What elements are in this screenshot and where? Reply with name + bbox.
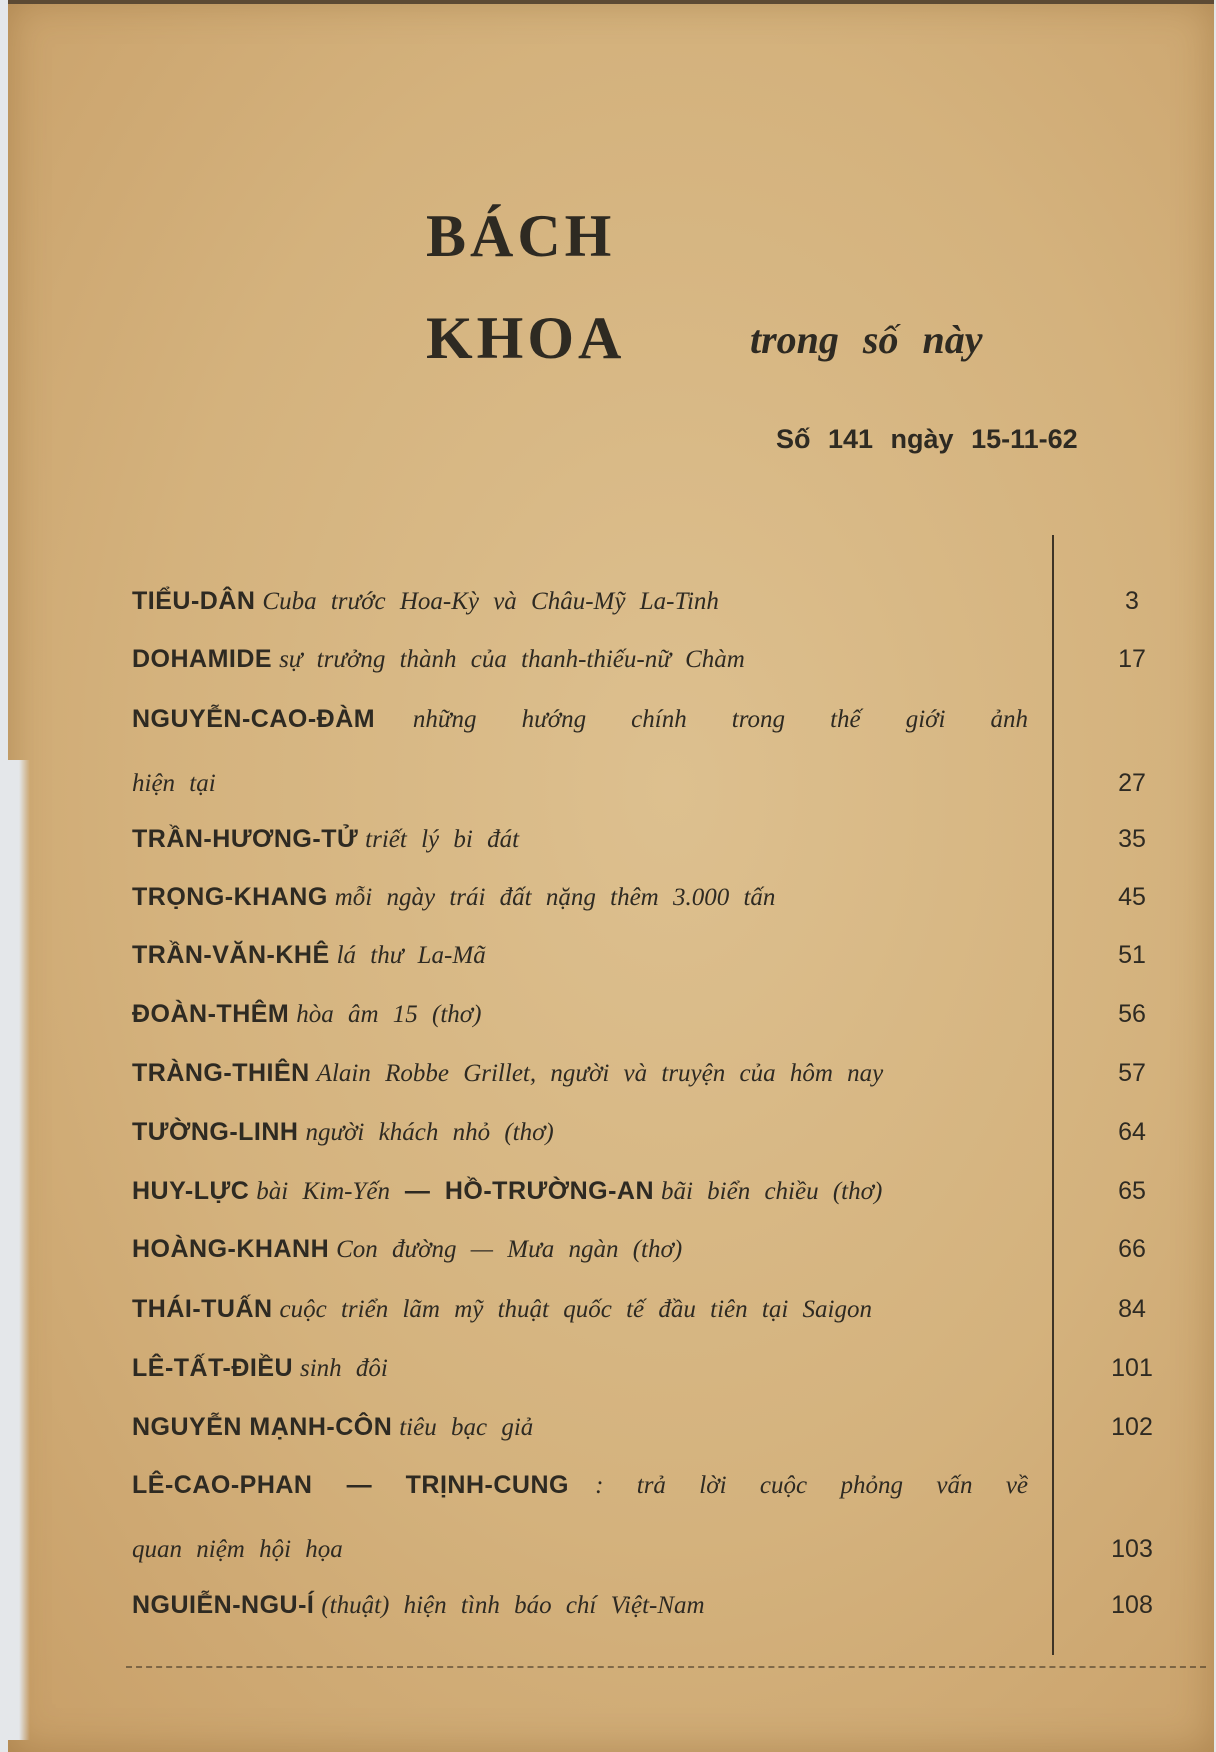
toc-entry: [132, 1582, 1172, 1628]
toc-author: TRẦN-HƯƠNG-TỬ: [132, 825, 359, 853]
toc-page-number: 56: [1118, 1000, 1146, 1028]
toc-author-2: HỒ-TRƯỜNG-AN: [444, 1177, 655, 1205]
toc-title: : trả lời cuộc phỏng vấn về: [595, 1472, 1029, 1499]
toc-author: HUY-LỰC: [132, 1177, 250, 1205]
toc-page-number: 66: [1118, 1235, 1146, 1263]
toc-author: TRẦN-VĂN-KHÊ: [132, 941, 330, 969]
toc-author: THÁI-TUẤN: [132, 1295, 273, 1323]
toc-page-number: 102: [1111, 1413, 1153, 1441]
toc-title: Cuba trước Hoa-Kỳ và Châu-Mỹ La-Tinh: [262, 588, 719, 615]
toc-entry: [132, 696, 1172, 742]
masthead-line-2: KHOA: [426, 305, 626, 371]
toc-author: ĐOÀN-THÊM: [132, 1000, 290, 1028]
toc-title: lá thư La-Mã: [336, 942, 486, 969]
toc-page-number: 17: [1118, 645, 1146, 673]
toc-author: TRỌNG-KHANG: [132, 883, 328, 911]
toc-author: NGUYỄN MẠNH-CÔN: [132, 1413, 393, 1441]
toc-title: Con đường — Mưa ngàn (thơ): [336, 1236, 683, 1263]
masthead-line-1: BÁCH: [426, 203, 616, 269]
toc-page-number: 84: [1118, 1295, 1146, 1323]
toc-title: sự trưởng thành của thanh-thiếu-nữ Chàm: [279, 646, 745, 673]
toc-page-number: 57: [1118, 1059, 1146, 1087]
toc-entry-continued: [132, 760, 1172, 806]
toc-title: tiêu bạc giả: [399, 1414, 534, 1441]
toc-page-number: 64: [1118, 1118, 1146, 1146]
issue-info: Số 141 ngày 15-11-62: [776, 424, 1078, 454]
toc-title: (thuật) hiện tình báo chí Việt-Nam: [321, 1592, 705, 1619]
toc-title: sinh đôi: [300, 1355, 388, 1382]
toc-page-number: 108: [1111, 1591, 1153, 1619]
toc-author: DOHAMIDE: [132, 645, 273, 673]
toc-title: những hướng chính trong thế giới ảnh: [412, 706, 1028, 733]
toc-author: HOÀNG-KHANH: [132, 1235, 330, 1263]
toc-title: Alain Robbe Grillet, người và truyện của hôm nay: [316, 1060, 884, 1087]
toc-entry-continued: [132, 1526, 1172, 1572]
toc-author: LÊ-CAO-PHAN: [132, 1471, 313, 1499]
toc-entry: [132, 1226, 1172, 1272]
toc-page-number: 35: [1118, 825, 1146, 853]
toc-entry: [132, 1109, 1172, 1155]
toc-page-number: 103: [1111, 1535, 1153, 1563]
toc-entry: [132, 874, 1172, 920]
toc-title-2: bãi biển chiều (thơ): [660, 1178, 883, 1205]
toc-separator: —: [404, 1177, 430, 1205]
toc-entry: [132, 636, 1172, 682]
toc-author-2: TRỊNH-CUNG: [405, 1471, 569, 1499]
toc-title: triết lý bi đát: [365, 826, 520, 853]
toc-author: TIỂU-DÂN: [132, 587, 256, 615]
toc-entry: [132, 991, 1172, 1037]
toc-page-number: 51: [1118, 941, 1146, 969]
toc-author: TRÀNG-THIÊN: [132, 1059, 310, 1087]
toc-author: TƯỜNG-LINH: [132, 1118, 299, 1146]
toc-title-continued: quan niệm hội họa: [132, 1536, 343, 1563]
torn-edge: [8, 760, 30, 1740]
toc-title: bài Kim-Yến: [256, 1178, 390, 1205]
toc-page-number: 65: [1118, 1177, 1146, 1205]
toc-title: cuộc triển lãm mỹ thuật quốc tế đầu tiên tại Saigon: [279, 1296, 872, 1323]
toc-title: người khách nhỏ (thơ): [305, 1119, 554, 1146]
toc-title: mỗi ngày trái đất nặng thêm 3.000 tấn: [334, 884, 776, 911]
toc-page-number: 3: [1125, 587, 1139, 615]
toc-entry: [132, 1286, 1172, 1332]
toc-author: NGUYỄN-CAO-ĐÀM: [132, 705, 376, 733]
toc-separator: —: [346, 1471, 372, 1499]
toc-entry: [132, 1050, 1172, 1096]
toc-title-continued: hiện tại: [132, 770, 216, 797]
toc-entry: [132, 1345, 1172, 1391]
toc-entry: [132, 1168, 1172, 1214]
toc-entry: [132, 1462, 1172, 1508]
toc-title: hòa âm 15 (thơ): [296, 1001, 482, 1028]
magazine-page: [8, 0, 1214, 1752]
toc-entry: [132, 1404, 1172, 1450]
toc-entry: [132, 816, 1172, 862]
toc-entry: [132, 932, 1172, 978]
masthead-subtitle: trong số này: [750, 317, 983, 362]
toc-page-number: 101: [1111, 1354, 1153, 1382]
toc-page-number: 27: [1118, 769, 1146, 797]
toc-page-number: 45: [1118, 883, 1146, 911]
toc-entry: [132, 578, 1172, 624]
toc-author: NGUIỄN-NGU-Í: [132, 1591, 315, 1619]
bottom-rule: [126, 1666, 1206, 1668]
toc-author: LÊ-TẤT-ĐIỀU: [132, 1354, 294, 1382]
